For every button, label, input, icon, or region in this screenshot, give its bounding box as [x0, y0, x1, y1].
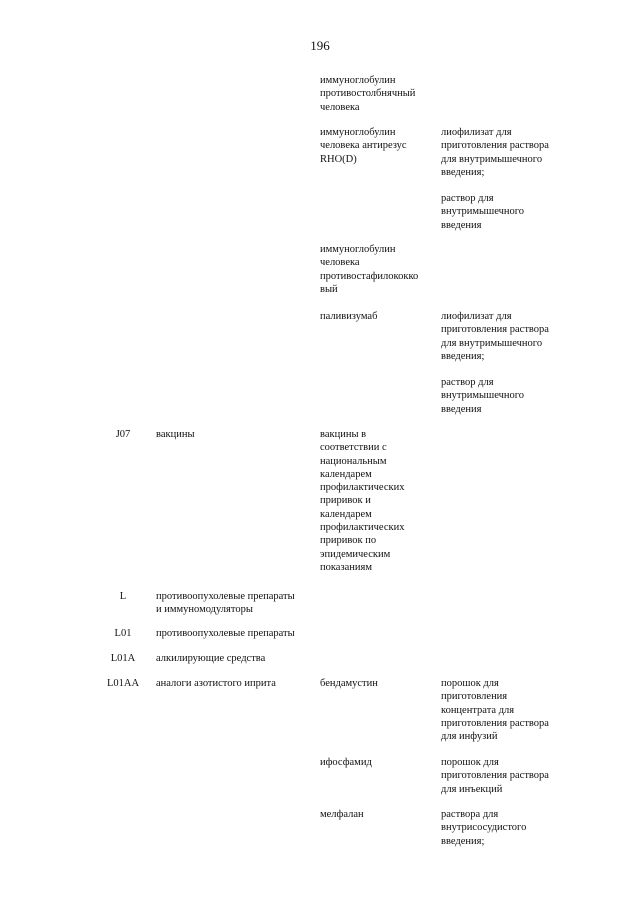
atc-code: L01AA [106, 678, 140, 689]
dosage-form: порошок для приготовления концентрата для приготовления раствора для инфузий [441, 678, 549, 743]
atc-group-name: противоопухолевые препараты [156, 628, 295, 639]
drug-name: иммуноглобулин противостолбнячный человека [320, 75, 416, 113]
atc-group-name: аналоги азотистого иприта [156, 678, 276, 689]
page-number: 196 [310, 38, 330, 53]
dosage-form: раствор для внутримышечного введения [441, 193, 525, 231]
atc-code: J07 [115, 429, 131, 440]
atc-code: L01A [110, 653, 136, 664]
drug-name: иммуноглобулин человека противостафилококко вый [320, 244, 419, 295]
atc-group-name: противоопухолевые препараты и иммуномодуляторы [156, 591, 295, 616]
dosage-form: раствор для внутримышечного введения [441, 377, 525, 415]
drug-name: паливизумаб [320, 311, 378, 322]
drug-name: бендамустин [320, 678, 378, 689]
drug-name: иммуноглобулин человека антирезус RHO(D) [320, 127, 407, 165]
dosage-form: раствора для внутрисосудистого введения; [441, 809, 527, 847]
drug-name: мелфалан [320, 809, 364, 820]
drug-name: вакцины в соответствии с национальным календарем профилактических приривок и календарем профилактических приривок по эпидемическим показаниям [320, 429, 405, 573]
atc-group-name: вакцины [156, 429, 195, 440]
atc-group-name: алкилирующие средства [156, 653, 266, 664]
atc-code: L [119, 591, 127, 602]
dosage-form: порошок для приготовления раствора для инъекций [441, 757, 549, 795]
dosage-form: лиофилизат для приготовления раствора для внутримышечного введения; [441, 127, 549, 178]
drug-name: ифосфамид [320, 757, 372, 768]
atc-code: L01 [114, 628, 132, 639]
dosage-form: лиофилизат для приготовления раствора для внутримышечного введения; [441, 311, 549, 362]
